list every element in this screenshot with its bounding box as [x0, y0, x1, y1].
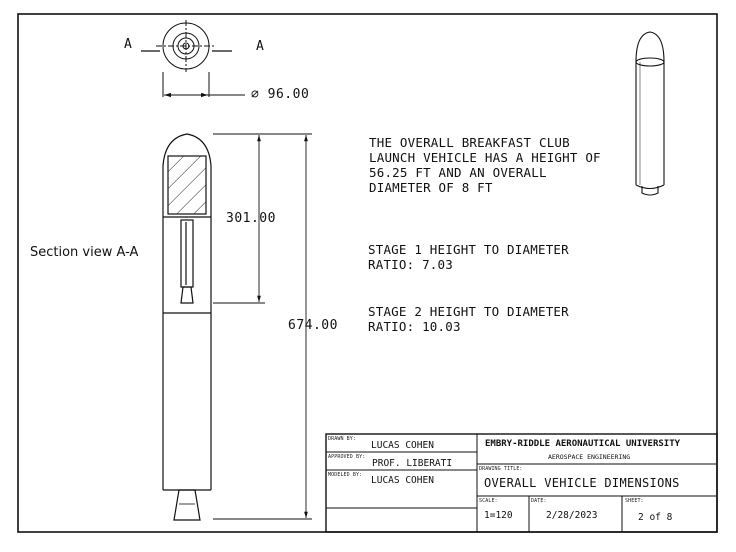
end-view: [141, 20, 245, 97]
stage1-ratio-note: [368, 242, 569, 272]
approved-by-label: APPROVED BY:: [328, 454, 366, 460]
approved-by-value: PROF. LIBERATI: [372, 458, 453, 469]
modeled-by-label: MODELED BY:: [328, 472, 363, 478]
sheet-label: SHEET:: [625, 498, 644, 504]
overall-height-dimension: 674.00: [288, 318, 338, 333]
department-name: AEROSPACE ENGINEERING: [548, 453, 631, 461]
note-line: LAUNCH VEHICLE HAS A HEIGHT OF: [369, 150, 601, 165]
note-line: RATIO: 10.03: [368, 319, 461, 334]
drawing-title: OVERALL VEHICLE DIMENSIONS: [484, 476, 680, 490]
modeled-by-value: LUCAS COHEN: [371, 475, 434, 486]
date-label: DATE:: [531, 498, 547, 504]
note-line: STAGE 2 HEIGHT TO DIAMETER: [368, 304, 569, 319]
scale-value: 1=120: [484, 510, 513, 521]
rocket-section-view: [163, 134, 211, 520]
organization-name: EMBRY-RIDDLE AERONAUTICAL UNIVERSITY: [485, 439, 681, 449]
isometric-view: [636, 32, 664, 195]
section-marker-left: A: [124, 37, 133, 52]
drawn-by-label: DRAWN BY:: [328, 436, 356, 442]
drawing-title-label: DRAWING TITLE:: [479, 466, 523, 472]
stage2-ratio-note: [368, 304, 569, 334]
section-view-label: Section view A-A: [30, 245, 139, 260]
scale-label: SCALE:: [479, 498, 498, 504]
drawn-by-value: LUCAS COHEN: [371, 440, 434, 451]
note-line: RATIO: 7.03: [368, 257, 453, 272]
sheet-value: 2 of 8: [638, 512, 673, 523]
note-line: THE OVERALL BREAKFAST CLUB: [369, 135, 570, 150]
note-line: STAGE 1 HEIGHT TO DIAMETER: [368, 242, 569, 257]
note-line: DIAMETER OF 8 FT: [369, 180, 493, 195]
date-value: 2/28/2023: [546, 510, 598, 521]
vehicle-note: [369, 135, 601, 195]
note-line: 56.25 FT AND AN OVERALL: [369, 165, 547, 180]
stage-height-dimension: 301.00: [226, 211, 276, 226]
diameter-dimension: ∅ 96.00: [251, 87, 310, 102]
section-marker-right: A: [256, 39, 265, 54]
